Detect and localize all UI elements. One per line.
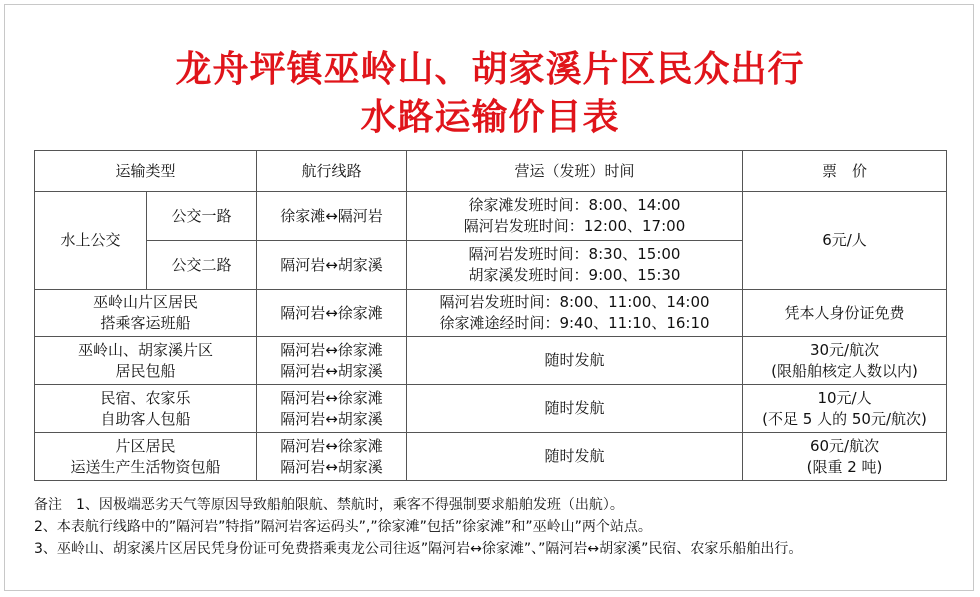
- bus-line-route: 徐家滩↔隔河岩: [257, 192, 407, 241]
- row-schedule: [407, 290, 743, 337]
- note-2: 2、本表航行线路中的”隔河岩”特指”隔河岩客运码头”,”徐家滩”包括”徐家滩”和”巫岭山”两个站点。: [34, 519, 652, 535]
- price-line: 30元/航次: [809, 340, 880, 359]
- note-3: 3、巫岭山、胡家溪片区居民凭身份证可免费搭乘夷龙公司往返”隔河岩↔徐家滩”、”隔河岩↔胡家溪”民宿、农家乐船舶出行。: [34, 541, 803, 557]
- row-type: [35, 433, 257, 481]
- title-line-1: 龙舟坪镇巫岭山、胡家溪片区民众出行: [175, 49, 805, 90]
- fare-table: [34, 150, 947, 481]
- type-line: 民宿、农家乐: [100, 388, 191, 407]
- title-line-2: 水路运输价目表: [360, 97, 620, 138]
- type-line: 居民包船: [115, 361, 176, 380]
- row-price: [743, 433, 947, 481]
- route-line: 隔河岩↔胡家溪: [280, 457, 383, 476]
- price-line: 60元/航次: [809, 436, 880, 455]
- notes: [34, 494, 964, 560]
- header-price: 票 价: [743, 151, 947, 192]
- route-line: 隔河岩↔胡家溪: [280, 361, 383, 380]
- schedule-line: 徐家滩途经时间：9:40、11:10、16:10: [439, 314, 710, 332]
- schedule-line: 随时发航: [544, 399, 605, 417]
- type-line: 搭乘客运班船: [100, 314, 191, 332]
- route-line: 隔河岩↔胡家溪: [280, 409, 383, 428]
- row-price: [743, 385, 947, 433]
- table-row: [35, 192, 947, 241]
- header-type: 运输类型: [35, 151, 257, 192]
- schedule-line: 隔河岩发班时间：12:00、17:00: [463, 217, 686, 235]
- bus-category: 水上公交: [35, 192, 147, 290]
- route-line: 隔河岩↔徐家滩: [280, 340, 383, 359]
- bus-line-schedule: [407, 241, 743, 290]
- row-type: [35, 385, 257, 433]
- route-line: 隔河岩↔徐家滩: [280, 388, 383, 407]
- row-route: [257, 290, 407, 337]
- row-route: [257, 433, 407, 481]
- schedule-line: 随时发航: [544, 351, 605, 369]
- schedule-line: 随时发航: [544, 447, 605, 465]
- row-schedule: [407, 337, 743, 385]
- bus-line-name: 公交二路: [147, 241, 257, 290]
- type-line: 自助客人包船: [100, 409, 191, 428]
- table-row: [35, 433, 947, 481]
- price-line: 凭本人身份证免费: [784, 303, 905, 322]
- price-line: (限船舶核定人数以内): [771, 361, 918, 380]
- bus-price: 6元/人: [743, 192, 947, 290]
- schedule-line: 隔河岩发班时间：8:30、15:00: [468, 245, 681, 263]
- row-route: [257, 337, 407, 385]
- type-line: 片区居民: [115, 436, 176, 455]
- price-line: (限重 2 吨): [806, 457, 883, 476]
- table-row: [35, 290, 947, 337]
- row-type: [35, 290, 257, 337]
- header-schedule: 营运（发班）时间: [407, 151, 743, 192]
- route-line: 隔河岩↔徐家滩: [280, 436, 383, 455]
- price-line: 10元/人: [817, 388, 872, 407]
- row-schedule: [407, 433, 743, 481]
- row-price: [743, 337, 947, 385]
- type-line: 运送生产生活物资包船: [70, 457, 221, 476]
- bus-line-route: 隔河岩↔胡家溪: [257, 241, 407, 290]
- schedule-line: 胡家溪发班时间：9:00、15:30: [468, 266, 681, 284]
- row-schedule: [407, 385, 743, 433]
- bus-line-name: 公交一路: [147, 192, 257, 241]
- table-row: [35, 385, 947, 433]
- row-price: [743, 290, 947, 337]
- price-line: (不足 5 人的 50元/航次): [762, 409, 927, 428]
- type-line: 巫岭山、胡家溪片区: [78, 340, 214, 359]
- bus-line-schedule: [407, 192, 743, 241]
- row-route: [257, 385, 407, 433]
- type-line: 巫岭山片区居民: [93, 293, 199, 311]
- note-1: 备注 1、因极端恶劣天气等原因导致船舶限航、禁航时，乘客不得强制要求船舶发班（出航）。: [34, 497, 624, 513]
- schedule-line: 隔河岩发班时间：8:00、11:00、14:00: [439, 293, 710, 311]
- header-row: [35, 151, 947, 192]
- schedule-line: 徐家滩发班时间：8:00、14:00: [468, 196, 681, 214]
- header-route: 航行线路: [257, 151, 407, 192]
- route-line: 隔河岩↔徐家滩: [280, 303, 383, 322]
- row-type: [35, 337, 257, 385]
- table-row: [35, 337, 947, 385]
